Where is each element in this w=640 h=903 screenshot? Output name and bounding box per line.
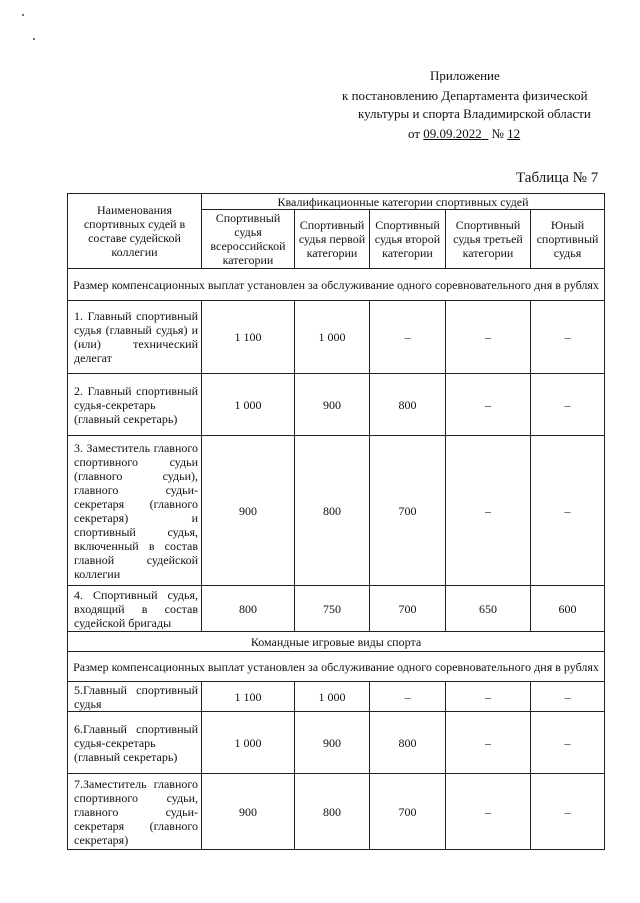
cell-value: 1 000 [295,682,370,712]
table-row [68,301,605,374]
col-header: Юный спортивный судья [531,210,605,269]
cell-value: 800 [202,586,295,632]
cell-value: – [370,301,446,374]
row-name: 4. Спортивный судья, входящий в состав судейской бригады [68,586,202,632]
col-header: Спортивный судья всероссийской категории [202,210,295,269]
section-note: Размер компенсационных выплат установлен за обслуживание одного соревновательного дня в рублях [68,269,605,301]
col-header: Спортивный судья третьей категории [446,210,531,269]
department-line: культуры и спорта Владимирской области [358,106,591,121]
cell-value: – [446,682,531,712]
cell-value: 1 100 [202,301,295,374]
cell-value: – [531,301,605,374]
date-number-line [408,124,520,143]
cell-value: 1 000 [295,301,370,374]
cell-value: – [446,374,531,436]
scan-speck [33,38,35,40]
cell-value: 700 [370,774,446,850]
cell-value: 750 [295,586,370,632]
cell-value: 800 [295,774,370,850]
cell-value: 600 [531,586,605,632]
cell-value: – [531,774,605,850]
cell-value: 900 [295,712,370,774]
row-name: 1. Главный спортивный судья (главный судья) и (или) технический делегат [68,301,202,374]
cell-value: 1 000 [202,712,295,774]
table-row [68,586,605,632]
cell-value: – [531,712,605,774]
cell-value: – [370,682,446,712]
col-header: Спортивный судья второй категории [370,210,446,269]
cell-value: 650 [446,586,531,632]
appendix-label: Приложение [430,68,500,83]
table-row [68,774,605,850]
first-col-header: Наименования спортивных судей в составе судейской коллегии [68,194,202,269]
cell-value: 900 [202,774,295,850]
row-name: 6.Главный спортивный судья-секретарь (главный секретарь) [68,712,202,774]
cell-value: 1 000 [202,374,295,436]
section-title: Командные игровые виды спорта [68,632,605,652]
row-name: 2. Главный спортивный судья-секретарь (главный секретарь) [68,374,202,436]
resolution-date: 09.09.2022 [423,126,482,141]
row-name: 3. Заместитель главного спортивного судьи (главного судьи), главного судьи-секретаря (главного секретаря) и спортивный судья, включенный в состав главной судейской коллегии [68,436,202,586]
cell-value: 800 [370,712,446,774]
cell-value: – [446,774,531,850]
table-row [68,682,605,712]
number-prefix: № [491,126,504,141]
cell-value: – [446,712,531,774]
cell-value: – [531,374,605,436]
cell-value: – [531,682,605,712]
table-title: Таблица № 7 [516,170,599,186]
section-note: Размер компенсационных выплат установлен за обслуживание одного соревновательного дня в рублях [68,652,605,682]
row-name: 7.Заместитель главного спортивного судьи, главного судьи-секретаря (главного секретаря) [68,774,202,850]
col-header: Спортивный судья первой категории [295,210,370,269]
cell-value: 800 [295,436,370,586]
cell-value: 700 [370,586,446,632]
date-prefix: от [408,126,421,141]
group-header: Квалификационные категории спортивных судей [202,194,605,210]
row-name: 5.Главный спортивный судья [68,682,202,712]
cell-value: 1 100 [202,682,295,712]
cell-value: 700 [370,436,446,586]
table-row [68,436,605,586]
resolution-line: к постановлению Департамента физической [342,88,588,103]
cell-value: – [446,301,531,374]
cell-value: – [531,436,605,586]
table-row [68,712,605,774]
cell-value: 800 [370,374,446,436]
scan-speck [22,14,24,16]
cell-value: 900 [295,374,370,436]
compensation-table [67,193,605,850]
resolution-number: 12 [507,126,521,141]
table-row [68,374,605,436]
cell-value: 900 [202,436,295,586]
cell-value: – [446,436,531,586]
